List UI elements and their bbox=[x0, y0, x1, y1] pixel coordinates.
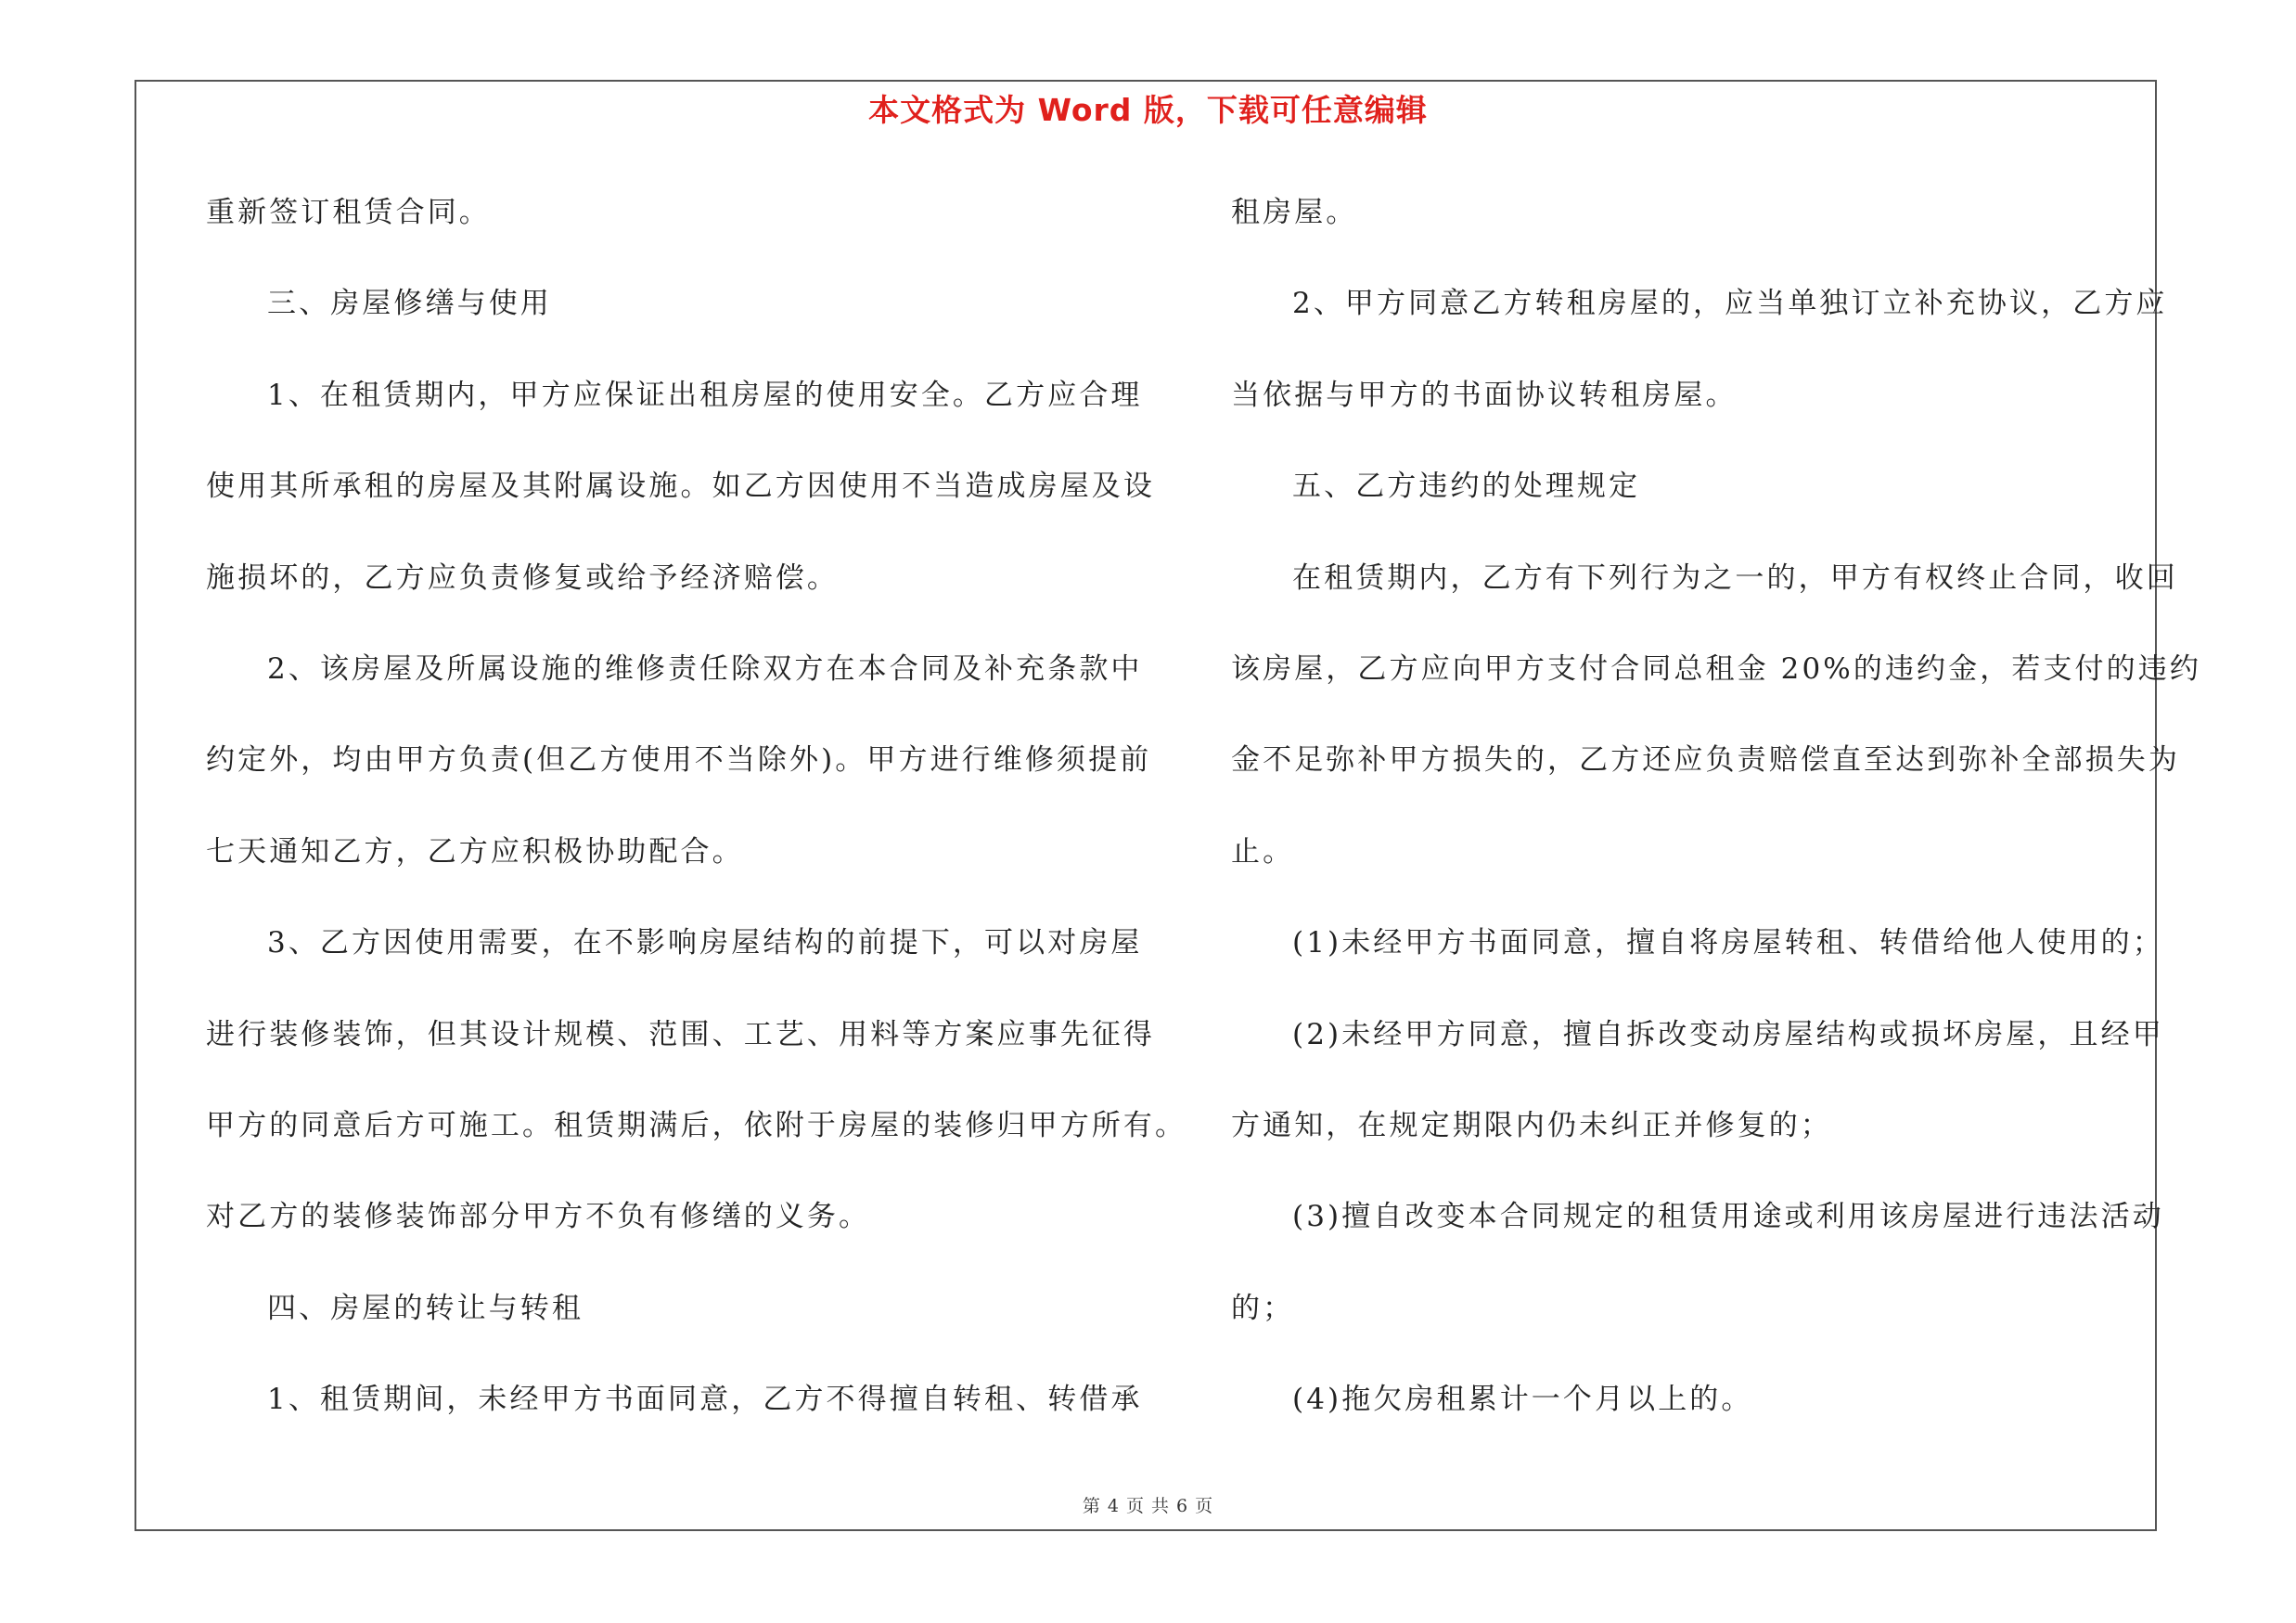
text-line: 该房屋，乙方应向甲方支付合同总租金 20%的违约金，若支付的违约 bbox=[1231, 651, 2201, 686]
text-line: 2、甲方同意乙方转租房屋的，应当单独订立补充协议，乙方应 bbox=[1292, 287, 2168, 321]
text-line: 1、租赁期间，未经甲方书面同意，乙方不得擅自转租、转借承 bbox=[267, 1383, 1143, 1417]
text-line: 的； bbox=[1231, 1291, 1295, 1325]
word-format-banner: 本文格式为 Word 版，下载可任意编辑 bbox=[868, 92, 1428, 128]
section-heading: 三、房屋修缮与使用 bbox=[267, 287, 552, 321]
text-line: 租房屋。 bbox=[1231, 196, 1358, 229]
text-line: 进行装修装饰，但其设计规模、范围、工艺、用料等方案应事先征得 bbox=[206, 1017, 1155, 1051]
text-line: 1、在租赁期内，甲方应保证出租房屋的使用安全。乙方应合理 bbox=[267, 378, 1143, 412]
list-item: (4)拖欠房租累计一个月以上的。 bbox=[1292, 1383, 1753, 1417]
text-line: 甲方的同意后方可施工。租赁期满后，依附于房屋的装修归甲方所有。 bbox=[206, 1108, 1187, 1142]
text-line: 对乙方的装修装饰部分甲方不负有修缮的义务。 bbox=[206, 1200, 871, 1234]
page-number-footer: 第 4 页 共 6 页 bbox=[1082, 1496, 1214, 1516]
section-heading: 四、房屋的转让与转租 bbox=[267, 1291, 584, 1325]
text-line: 止。 bbox=[1231, 834, 1295, 869]
text-line: 约定外，均由甲方负责(但乙方使用不当除外)。甲方进行维修须提前 bbox=[206, 743, 1152, 778]
text-line: 当依据与甲方的书面协议转租房屋。 bbox=[1231, 378, 1738, 412]
list-item: (2)未经甲方同意，擅自拆改变动房屋结构或损坏房屋，且经甲 bbox=[1292, 1017, 2164, 1051]
text-line: 方通知，在规定期限内仍未纠正并修复的； bbox=[1231, 1108, 1832, 1142]
right-column bbox=[1231, 186, 2201, 1463]
text-line: 3、乙方因使用需要，在不影响房屋结构的前提下，可以对房屋 bbox=[267, 926, 1143, 960]
text-line: 2、该房屋及所属设施的维修责任除双方在本合同及补充条款中 bbox=[267, 651, 1143, 686]
list-item: (1)未经甲方书面同意，擅自将房屋转租、转借给他人使用的； bbox=[1292, 926, 2164, 960]
text-line: 施损坏的，乙方应负责修复或给予经济赔偿。 bbox=[206, 560, 839, 595]
list-item: (3)擅自改变本合同规定的租赁用途或利用该房屋进行违法活动 bbox=[1292, 1200, 2164, 1234]
text-line: 金不足弥补甲方损失的，乙方还应负责赔偿直至达到弥补全部损失为 bbox=[1231, 743, 2180, 778]
left-column bbox=[206, 186, 1187, 1463]
text-line: 使用其所承租的房屋及其附属设施。如乙方因使用不当造成房屋及设 bbox=[206, 470, 1155, 504]
text-line: 重新签订租赁合同。 bbox=[206, 196, 491, 229]
text-line: 七天通知乙方，乙方应积极协助配合。 bbox=[206, 834, 744, 869]
text-line: 在租赁期内，乙方有下列行为之一的，甲方有权终止合同，收回 bbox=[1292, 560, 2178, 595]
section-heading: 五、乙方违约的处理规定 bbox=[1292, 470, 1641, 504]
